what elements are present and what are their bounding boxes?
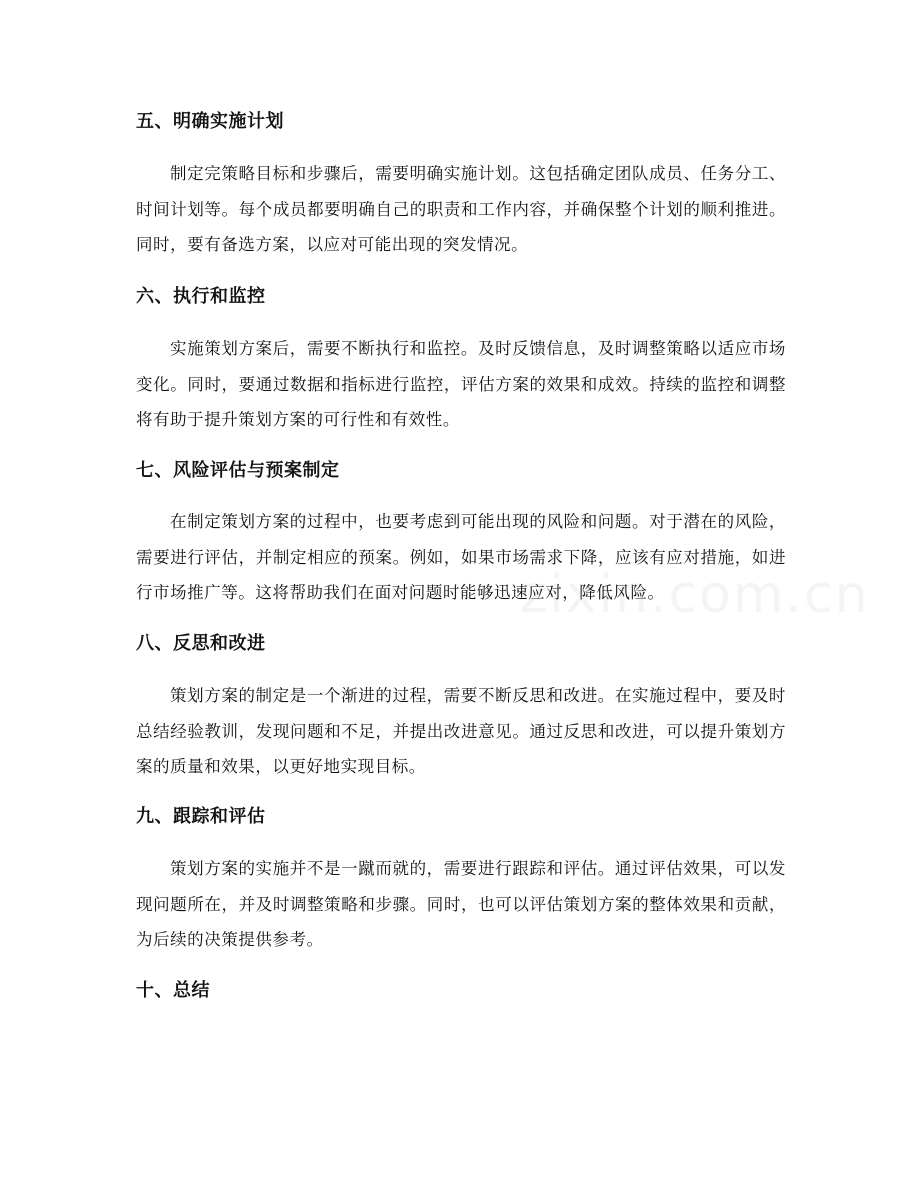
section-heading: 五、明确实施计划 — [136, 111, 284, 132]
section-paragraph: 实施策划方案后，需要不断执行和监控。及时反馈信息，及时调整策略以适应市场变化。同时，要通过数据和指标进行监控，评估方案的效果和成效。持续的监控和调整将有助于提升策划方案的可行性和有效性。 — [136, 339, 786, 429]
watermark: zixin.com.cn — [520, 565, 870, 625]
section-paragraph: 在制定策划方案的过程中，也要考虑到可能出现的风险和问题。对于潜在的风险，需要进行评估，并制定相应的预案。例如，如果市场需求下降，应该有应对措施，如进行市场推广等。这将帮助我们在面对问题时能够迅速应对，降低风险。 — [136, 512, 786, 602]
section-heading: 八、反思和改进 — [136, 633, 266, 654]
section-heading: 九、跟踪和评估 — [136, 806, 266, 827]
section-heading: 十、总结 — [136, 980, 210, 1001]
section-paragraph: 制定完策略目标和步骤后，需要明确实施计划。这包括确定团队成员、任务分工、时间计划等。每个成员都要明确自己的职责和工作内容，并确保整个计划的顺利推进。同时，要有备选方案，以应对可能出现的突发情况。 — [136, 164, 786, 254]
section-heading: 七、风险评估与预案制定 — [136, 460, 340, 481]
section-paragraph: 策划方案的实施并不是一蹴而就的，需要进行跟踪和评估。通过评估效果，可以发现问题所在，并及时调整策略和步骤。同时，也可以评估策划方案的整体效果和贡献，为后续的决策提供参考。 — [136, 859, 786, 949]
section-paragraph: 策划方案的制定是一个渐进的过程，需要不断反思和改进。在实施过程中，要及时总结经验教训，发现问题和不足，并提出改进意见。通过反思和改进，可以提升策划方案的质量和效果，以更好地实现目标。 — [136, 686, 786, 776]
section-heading: 六、执行和监控 — [136, 286, 266, 307]
